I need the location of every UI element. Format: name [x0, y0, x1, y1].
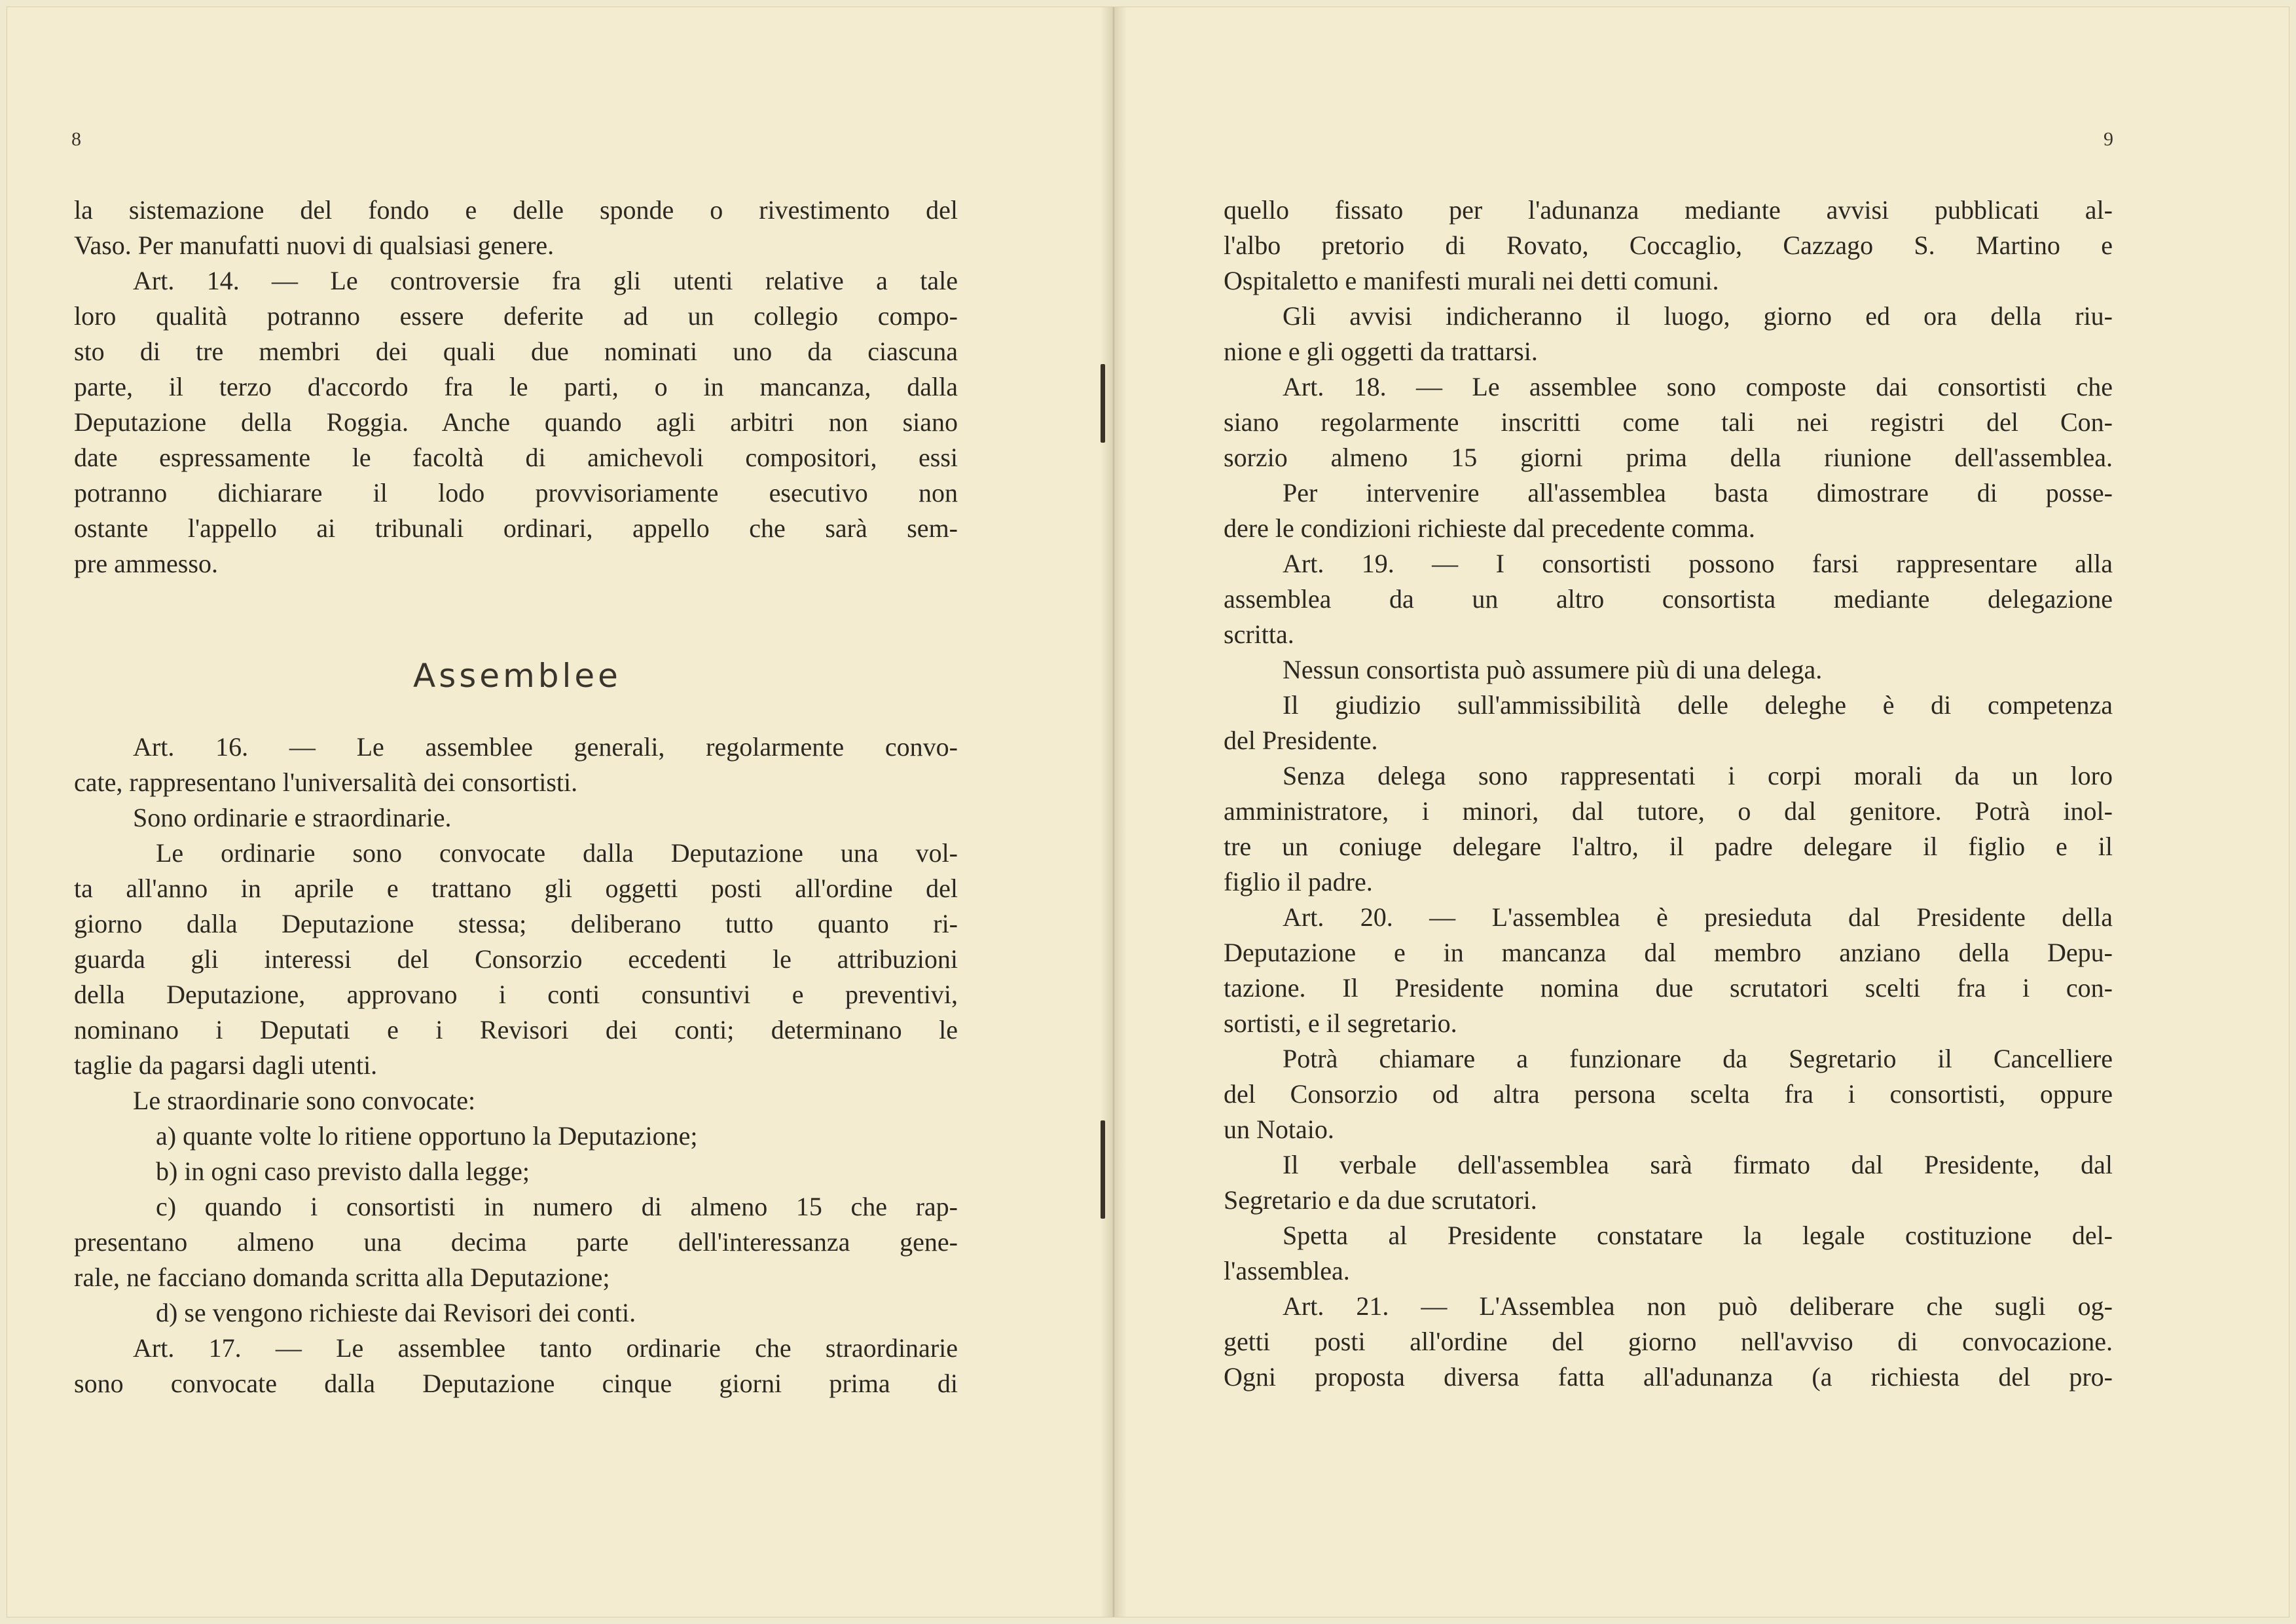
text-line: rale, ne facciano domanda scritta alla Deputazione;	[74, 1263, 610, 1292]
text-line: della Deputazione, approvano i conti consuntivi e preventivi,	[74, 980, 958, 1009]
right-text-block	[1224, 193, 2113, 1395]
text-line: Spetta al Presidente constatare la legale costituzione del-	[1283, 1221, 2113, 1250]
text-line: date espressamente le facoltà di amichevoli compositori, essi	[74, 443, 958, 472]
text-line: Art. 18. — Le assemblee sono composte dai consortisti che	[1283, 372, 2113, 401]
text-line: Il verbale dell'assemblea sarà firmato dal Presidente, dal	[1283, 1150, 2113, 1179]
text-line: Ospitaletto e manifesti murali nei detti comuni.	[1224, 266, 1719, 295]
text-line: Gli avvisi indicheranno il luogo, giorno ed ora della riu-	[1283, 301, 2113, 331]
text-line: un Notaio.	[1224, 1115, 1334, 1144]
text-line: del Consorzio od altra persona scelta fra i consortisti, oppure	[1224, 1079, 2113, 1109]
text-line: Potrà chiamare a funzionare da Segretario il Cancelliere	[1283, 1044, 2113, 1073]
text-line: Senza delega sono rappresentati i corpi morali da un loro	[1283, 761, 2113, 790]
text-line: scritta.	[1224, 619, 1294, 649]
text-line: tre un coniuge delegare l'altro, il padre delegare il figlio e il	[1224, 832, 2113, 861]
text-line: pre ammesso.	[74, 549, 218, 578]
text-line: amministratore, i minori, dal tutore, o dal genitore. Potrà inol-	[1224, 796, 2113, 826]
left-text-block-1	[74, 193, 958, 581]
text-line: sono convocate dalla Deputazione cinque giorni prima di	[74, 1369, 958, 1398]
text-line: Deputazione e in mancanza dal membro anziano della Depu-	[1224, 938, 2113, 967]
text-line: b) in ogni caso previsto dalla legge;	[156, 1156, 530, 1186]
text-line: d) se vengono richieste dai Revisori dei conti.	[156, 1298, 636, 1327]
text-line: giorno dalla Deputazione stessa; deliberano tutto quanto ri-	[74, 909, 958, 938]
text-line: taglie da pagarsi dagli utenti.	[74, 1050, 378, 1080]
text-line: ostante l'appello ai tribunali ordinari, appello che sarà sem-	[74, 513, 958, 543]
text-line: loro qualità potranno essere deferite ad un collegio compo-	[74, 301, 958, 331]
section-heading: Assemblee	[413, 657, 621, 695]
text-line: Ogni proposta diversa fatta all'adunanza (a richiesta del pro-	[1224, 1362, 2113, 1392]
text-line: getti posti all'ordine del giorno nell'avviso di convocazione.	[1224, 1327, 2113, 1356]
text-line: cate, rappresentano l'universalità dei consortisti.	[74, 767, 578, 797]
text-line: sortisti, e il segretario.	[1224, 1008, 1457, 1038]
text-line: Art. 17. — Le assemblee tanto ordinarie che straordinarie	[133, 1333, 958, 1363]
left-page	[7, 7, 1114, 1617]
text-line: nominano i Deputati e i Revisori dei conti; determinano le	[74, 1015, 958, 1044]
text-line: Art. 16. — Le assemblee generali, regolarmente convo-	[133, 732, 958, 762]
text-line: assemblea da un altro consortista mediante delegazione	[1224, 584, 2113, 614]
text-line: la sistemazione del fondo e delle sponde o rivestimento del	[74, 195, 958, 225]
staple-top	[1101, 364, 1105, 443]
text-line: Art. 20. — L'assemblea è presieduta dal Presidente della	[1283, 902, 2113, 932]
text-line: potranno dichiarare il lodo provvisoriamente esecutivo non	[74, 478, 958, 507]
left-text-block-2	[74, 729, 958, 1401]
text-line: Art. 14. — Le controversie fra gli utenti relative a tale	[133, 266, 958, 295]
text-line: tazione. Il Presidente nomina due scrutatori scelti fra i con-	[1224, 973, 2113, 1003]
text-line: Per intervenire all'assemblea basta dimostrare di posse-	[1283, 478, 2113, 507]
text-line: parte, il terzo d'accordo fra le parti, o in mancanza, dalla	[74, 372, 958, 401]
text-line: nione e gli oggetti da trattarsi.	[1224, 337, 1538, 366]
text-line: figlio il padre.	[1224, 867, 1373, 896]
text-line: Le straordinarie sono convocate:	[133, 1086, 476, 1115]
text-line: Vaso. Per manufatti nuovi di qualsiasi genere.	[74, 231, 555, 260]
text-line: l'albo pretorio di Rovato, Coccaglio, Cazzago S. Martino e	[1224, 231, 2113, 260]
text-line: Segretario e da due scrutatori.	[1224, 1185, 1537, 1215]
text-line: c) quando i consortisti in numero di almeno 15 che rap-	[156, 1192, 958, 1221]
text-line: a) quante volte lo ritiene opportuno la Deputazione;	[156, 1121, 698, 1151]
text-line: sorzio almeno 15 giorni prima della riunione dell'assemblea.	[1224, 443, 2113, 472]
text-line: del Presidente.	[1224, 726, 1378, 755]
text-line: Art. 21. — L'Assemblea non può deliberare che sugli og-	[1283, 1291, 2113, 1321]
text-line: siano regolarmente inscritti come tali nei registri del Con-	[1224, 407, 2113, 437]
page-number-left: 8	[71, 128, 81, 150]
page-number-right: 9	[2104, 128, 2113, 150]
text-line: Nessun consortista può assumere più di una delega.	[1283, 655, 1823, 684]
text-line: presentano almeno una decima parte dell'interessanza gene-	[74, 1227, 958, 1257]
text-line: Il giudizio sull'ammissibilità delle deleghe è di competenza	[1283, 690, 2113, 720]
text-line: Sono ordinarie e straordinarie.	[133, 803, 452, 832]
text-line: Le ordinarie sono convocate dalla Deputazione una vol-	[156, 838, 958, 868]
text-line: quello fissato per l'adunanza mediante avvisi pubblicati al-	[1224, 195, 2113, 225]
right-page	[1114, 7, 2290, 1617]
text-line: Art. 19. — I consortisti possono farsi rappresentare alla	[1283, 549, 2113, 578]
text-line: sto di tre membri dei quali due nominati uno da ciascuna	[74, 337, 958, 366]
book-spread	[7, 7, 2289, 1617]
text-line: dere le condizioni richieste dal precedente comma.	[1224, 513, 1755, 543]
text-line: ta all'anno in aprile e trattano gli oggetti posti all'ordine del	[74, 874, 958, 903]
text-line: l'assemblea.	[1224, 1256, 1350, 1285]
staple-bottom	[1101, 1120, 1105, 1219]
text-line: Deputazione della Roggia. Anche quando agli arbitri non siano	[74, 407, 958, 437]
text-line: guarda gli interessi del Consorzio eccedenti le attribuzioni	[74, 944, 958, 974]
